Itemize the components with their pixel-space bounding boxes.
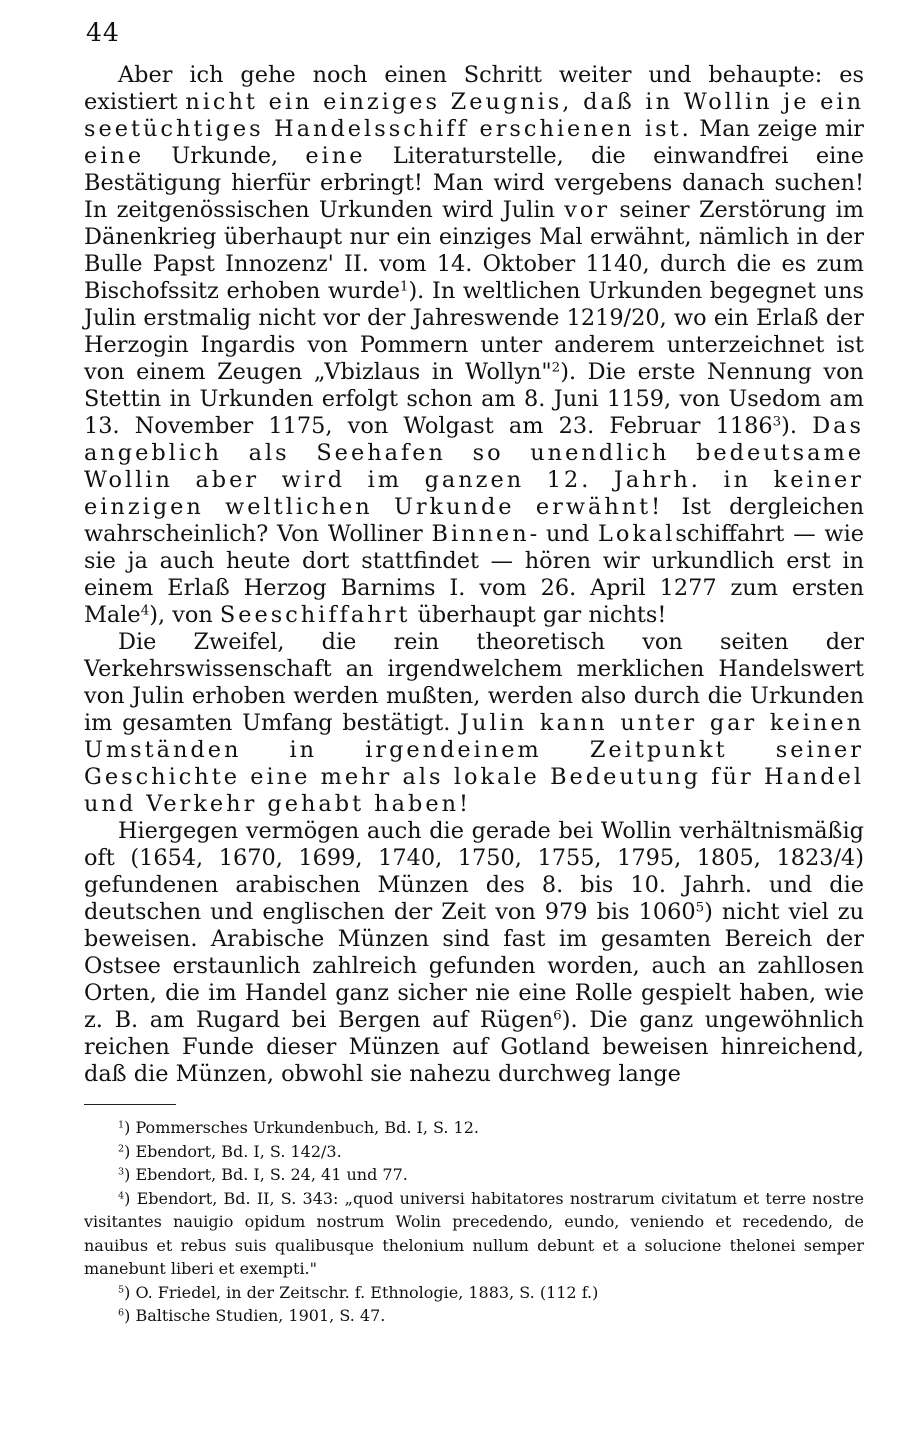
spaced-emphasis: Binnen <box>431 521 530 547</box>
text-run: ) nicht viel zu beweisen. Arabische Münzen sind fast im gesamten Bereich der Ostsee erstaunlich zahlreich gefunden worden, auch an zahllosen Orten, die im Handel ganz sicher nie eine Rolle gespielt haben, wie z. B. am Rugard bei Bergen auf Rügen <box>84 899 864 1033</box>
spaced-emphasis: nicht ein einziges Zeugnis, daß in Wollin je ein seetüchtiges Handelsschiff erschienen ist. <box>84 89 864 142</box>
text-run: seiner Zerstörung im Dänenkrieg überhaupt nur ein einziges Mal erwähnt, nämlich in der Bulle Papst Innozenz' II. vom 14. Oktober 1140, durch die es zum Bischofssitz erhoben wurde <box>84 197 864 304</box>
footnote-5: $^5$) O. Friedel, in der Zeitschr. f. Ethnologie, 1883, S. (112 f.) <box>118 1282 599 1302</box>
footnotes <box>84 1116 864 1328</box>
spaced-emphasis: eine <box>305 143 366 169</box>
footnote-mark: 2 <box>118 1143 125 1155</box>
footnote-text: Baltische Studien, 1901, S. 47. <box>135 1306 386 1325</box>
text-run: überhaupt gar nichts! <box>410 602 667 628</box>
footnote-reference: 1 <box>399 279 409 295</box>
spaced-emphasis: Lokal <box>597 521 676 547</box>
footnote-reference: 4 <box>140 603 150 619</box>
text-run: Ist dergleichen wahrscheinlich? Von Wolliner <box>84 494 864 547</box>
footnote-mark: 3 <box>118 1166 125 1178</box>
spaced-emphasis: Seeschiffahrt <box>219 602 411 628</box>
text-run: - und <box>529 521 598 547</box>
paragraph-2 <box>84 629 864 818</box>
footnote-2: $^2$) Ebendort, Bd. I, S. 142/3. <box>118 1141 342 1161</box>
spaced-emphasis: Julin kann unter gar keinen Umständen in irgendeinem Zeitpunkt seiner Geschichte eine mehr als lokale Bedeutung für Handel und Verkehr gehabt haben! <box>84 710 864 817</box>
footnote-text: Ebendort, Bd. II, S. 343: „quod universi habitatores nostrarum civitatum et terre nostre visitantes nauigio opidum nostrum Wolin precedendo, eundo, veniendo et recedendo, de nauibus et rebus suis qualibusque thelonium nullum debunt et a solucione thelonei semper manebunt liberi et exempti." <box>84 1188 864 1278</box>
spaced-emphasis: Das angeblich als Seehafen so unendlich bedeutsame Wollin aber wird im ganzen 12. Jahrh. in keiner einzigen weltlichen Urkunde erwähnt! <box>84 413 864 520</box>
footnote-mark: 6 <box>118 1307 125 1319</box>
text-run: Hiergegen vermögen auch die gerade bei Wollin verhältnismäßig oft (1654, 1670, 1699, 1740, 1750, 1755, 1795, 1805, 1823/4) gefundenen arabischen Münzen des 8. bis 10. Jahrh. und die deutschen und englischen der Zeit von 979 bis 1060 <box>84 818 864 925</box>
text-run: Aber ich gehe noch einen Schritt weiter und behaupte: es existiert <box>84 62 864 115</box>
footnote-text: Pommersches Urkundenbuch, Bd. I, S. 12. <box>135 1118 479 1137</box>
text-run: ), von <box>149 602 220 628</box>
footnote-4: $^4$) Ebendort, Bd. II, S. 343: „quod universi habitatores nostrarum civitatum et terre nostre visitantes nauigio opidum nostrum Wolin precedendo, eundo, veniendo et recedendo, de nauibus et rebus suis qualibusque thelonium nullum debunt et a solucione thelonei semper manebunt liberi et exempti." <box>84 1188 864 1278</box>
footnote-mark: 5 <box>118 1284 125 1296</box>
footnote-reference: 5 <box>695 900 705 916</box>
text-run: Die Zweifel, die rein theoretisch von seiten der Verkehrswissenschaft an irgendwelchem merklichen Handelswert von Julin erhoben werden mußten, werden also durch die Urkunden im gesamten Umfang bestätigt. <box>84 629 864 736</box>
text-run: Urkunde, <box>144 143 306 169</box>
footnote-text: Ebendort, Bd. I, S. 24, 41 und 77. <box>135 1165 408 1184</box>
footnote-1: $^1$) Pommersches Urkundenbuch, Bd. I, S. 12. <box>118 1118 479 1137</box>
footnote-6: $^6$) Baltische Studien, 1901, S. 47. <box>118 1306 386 1325</box>
footnote-reference: 2 <box>551 360 561 376</box>
text-run: Literaturstelle, die einwandfrei eine Bestätigung hierfür erbringt! Man wird vergebens danach suchen! In zeitgenössischen Urkunden wird Julin <box>84 143 864 223</box>
text-run: ). <box>781 413 813 439</box>
footnote-mark: 4 <box>118 1190 125 1202</box>
spaced-emphasis: eine <box>84 143 145 169</box>
footnote-text: Ebendort, Bd. I, S. 142/3. <box>135 1141 342 1161</box>
body-text <box>84 62 864 1088</box>
spaced-emphasis: vor <box>564 197 611 223</box>
text-run: ). Die ganz ungewöhnlich reichen Funde dieser Münzen auf Gotland beweisen hinreichend, daß die Münzen, obwohl sie nahezu durchweg lange <box>84 1007 864 1087</box>
text-run: ). Die erste Nennung von Stettin in Urkunden erfolgt schon am 8. Juni 1159, von Usedom am 13. November 1175, von Wolgast am 23. Februar 1186 <box>84 359 864 439</box>
paragraph-3 <box>84 818 864 1088</box>
footnote-reference: 6 <box>553 1008 562 1024</box>
footnote-mark: 1 <box>118 1119 125 1131</box>
footnote-text: O. Friedel, in der Zeitschr. f. Ethnologie, 1883, S. (112 f.) <box>135 1282 599 1302</box>
footnote-3: $^3$) Ebendort, Bd. I, S. 24, 41 und 77. <box>118 1165 408 1184</box>
text-run: Man zeige mir <box>691 116 864 142</box>
footnote-reference: 3 <box>772 414 782 430</box>
text-run: ). In weltlichen Urkunden begegnet uns Julin erstmalig nicht vor der Jahreswende 1219/20, wo ein Erlaß der Herzogin Ingardis von Pommern unter anderem unterzeichnet ist von einem Zeugen „Vbizlaus in Wollyn" <box>84 278 864 385</box>
text-run: schiffahrt — wie sie ja auch heute dort stattfindet — hören wir urkundlich erst in einem Erlaß Herzog Barnims I. vom 26. April 1277 zum ersten Male <box>84 521 864 628</box>
paragraph-1 <box>84 62 864 629</box>
footnote-separator <box>84 1104 176 1105</box>
page-number: 44 <box>86 18 120 47</box>
